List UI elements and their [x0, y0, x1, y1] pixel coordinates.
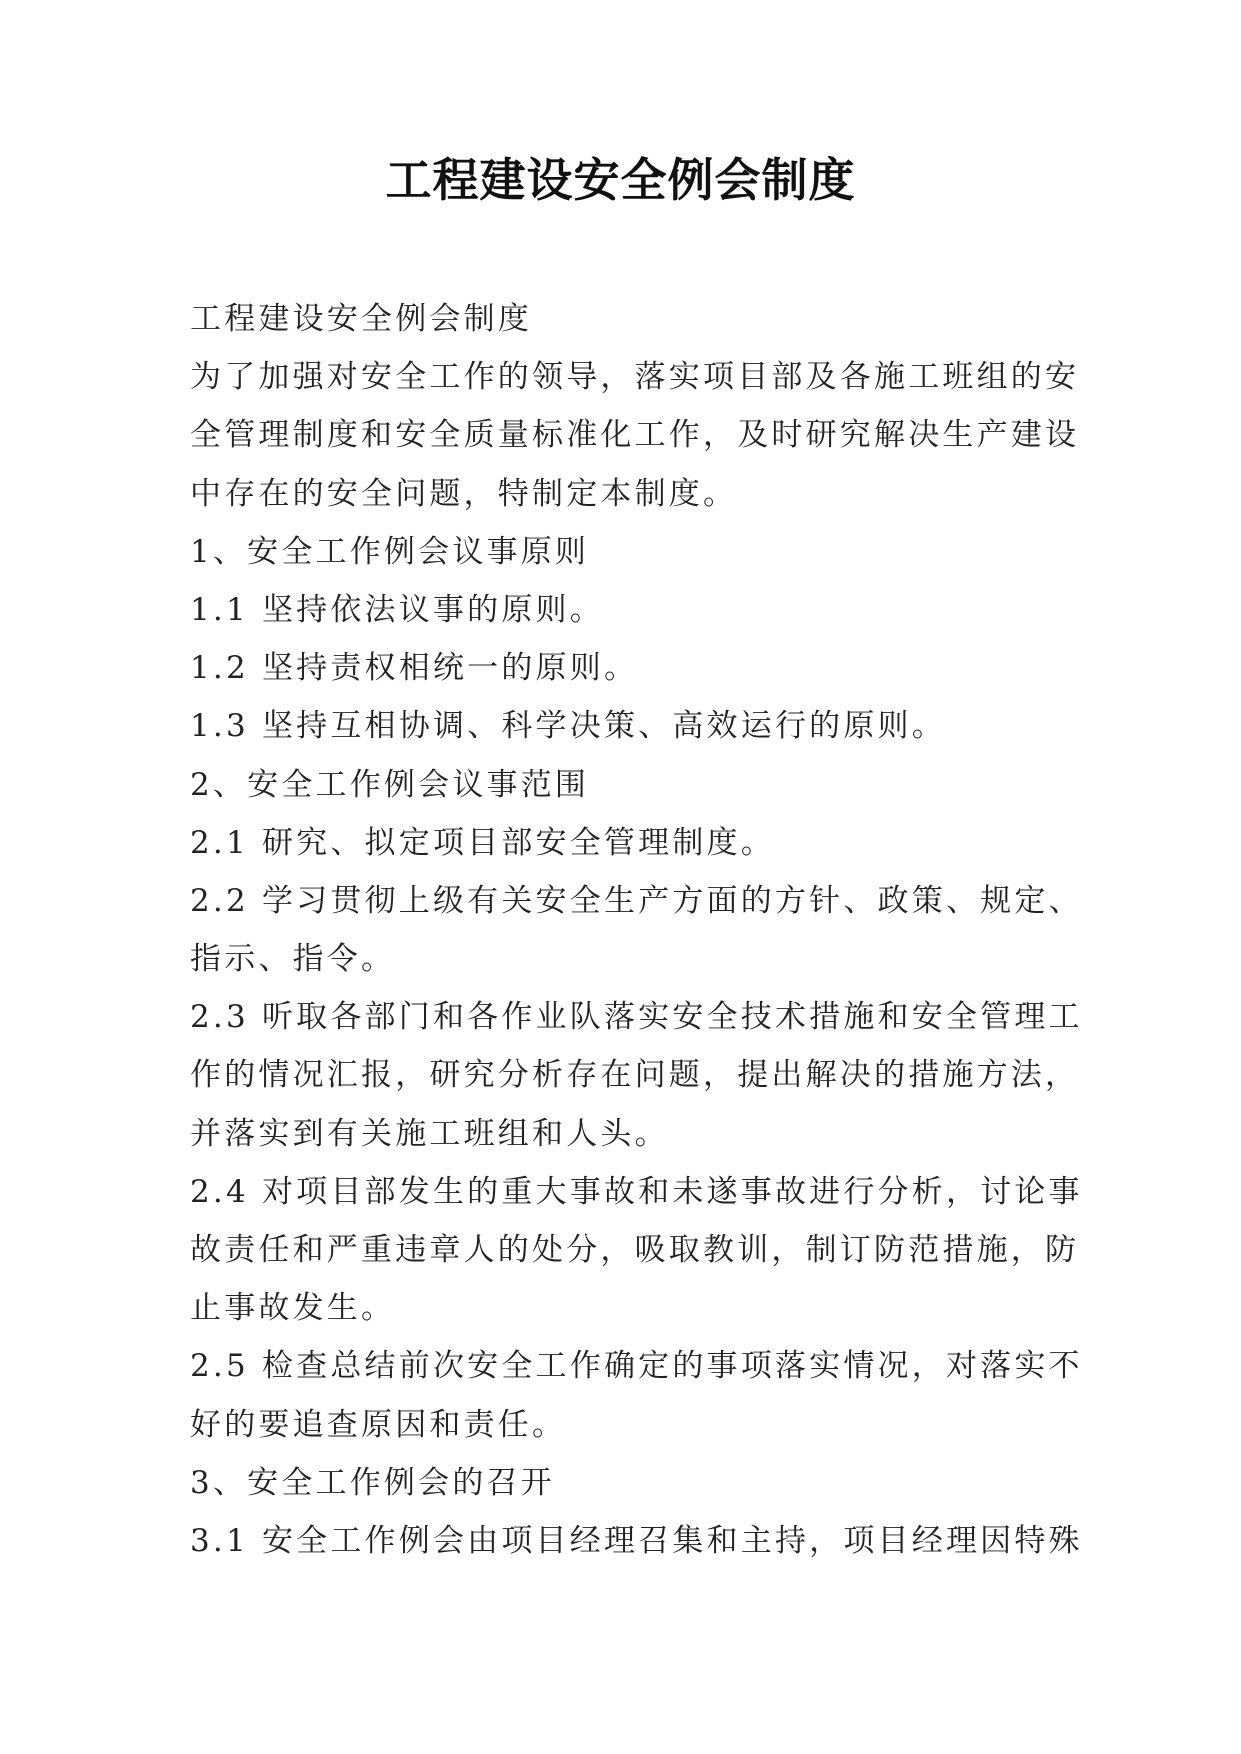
body-line: 3、安全工作例会的召开: [190, 1464, 555, 1501]
body-line: 好的要追查原因和责任。: [190, 1406, 567, 1443]
document-title: 工程建设安全例会制度: [385, 153, 856, 207]
body-line: 并落实到有关施工班组和人头。: [190, 1115, 669, 1152]
body-line: 2.4 对项目部发生的重大事故和未遂事故进行分析，讨论事: [190, 1173, 1083, 1210]
body-line: 止事故发生。: [190, 1290, 396, 1327]
body-line: 2.3 听取各部门和各作业队落实安全技术措施和安全管理工: [190, 999, 1083, 1036]
body-line: 中存在的安全问题，特制定本制度。: [190, 475, 738, 512]
body-line: 作的情况汇报，研究分析存在问题，提出解决的措施方法，: [190, 1057, 1080, 1094]
body-line: 全管理制度和安全质量标准化工作，及时研究解决生产建设: [190, 417, 1080, 454]
body-line: 2、安全工作例会议事范围: [190, 766, 590, 803]
body-line: 1.2 坚持责权相统一的原则。: [190, 650, 639, 687]
body-line: 2.5 检查总结前次安全工作确定的事项落实情况，对落实不: [190, 1348, 1083, 1385]
body-line: 3.1 安全工作例会由项目经理召集和主持，项目经理因特殊: [190, 1522, 1083, 1559]
body-line: 1、安全工作例会议事原则: [190, 533, 590, 570]
body-line: 1.3 坚持互相协调、科学决策、高效运行的原则。: [190, 708, 946, 745]
document-body: [190, 290, 1083, 1570]
body-line: 2.2 学习贯彻上级有关安全生产方面的方针、政策、规定、: [190, 882, 1083, 919]
body-line: 指示、指令。: [190, 941, 396, 978]
body-line: 1.1 坚持依法议事的原则。: [190, 591, 604, 628]
body-line: 工程建设安全例会制度: [190, 301, 532, 337]
body-line: 故责任和严重违章人的处分，吸取教训，制订防范措施，防: [190, 1232, 1080, 1268]
body-line: 为了加强对安全工作的领导，落实项目部及各施工班组的安: [190, 359, 1080, 396]
body-line: 2.1 研究、拟定项目部安全管理制度。: [190, 824, 775, 861]
